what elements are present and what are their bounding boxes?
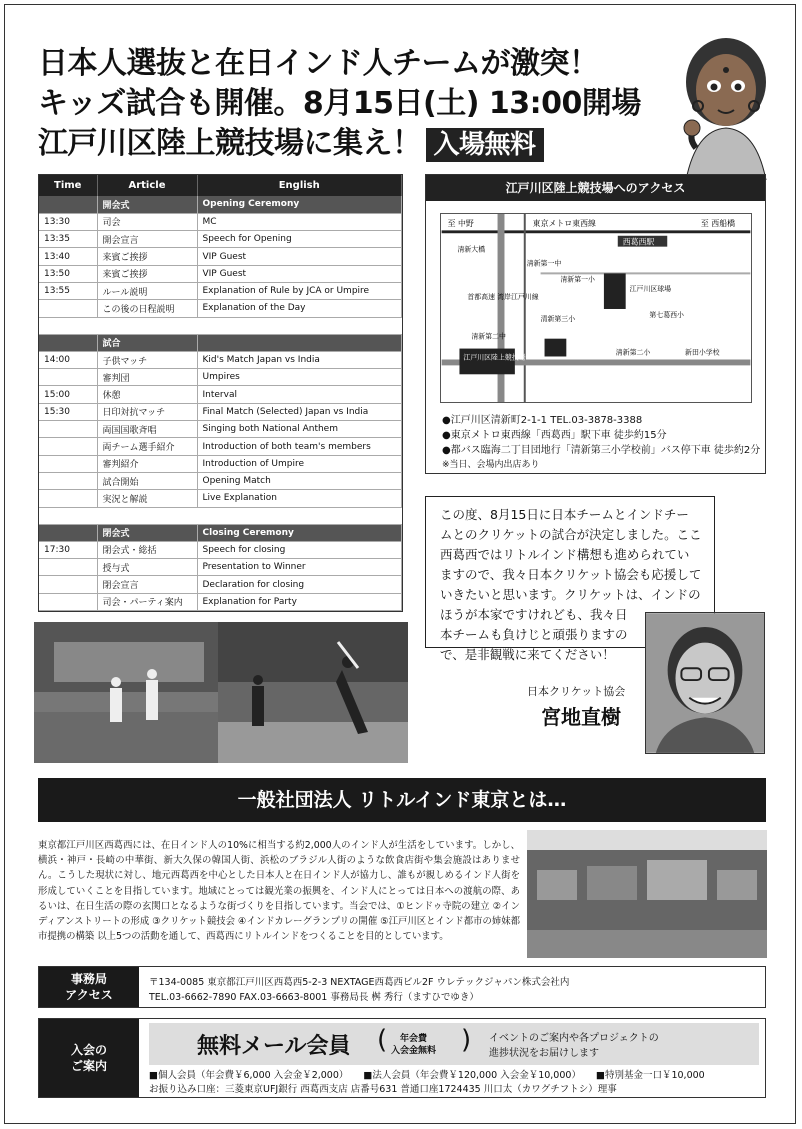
message-line: いきたいと思います。クリケットは、インドの	[440, 587, 701, 602]
schedule-cell-english: MC	[197, 213, 402, 230]
schedule-cell-article	[97, 507, 197, 524]
schedule-row	[39, 300, 402, 317]
fee-corporate: ■法人会員（年会費￥120,000 入会金￥10,000）	[363, 1070, 581, 1081]
signature-org: 日本クリケット協会	[527, 685, 626, 698]
schedule-cell-article: 実況と解説	[97, 490, 197, 507]
schedule-cell-article: 授与式	[97, 559, 197, 576]
map-shinkiyosuna2: 清新第二中	[471, 332, 506, 341]
schedule-table	[38, 174, 403, 612]
message-line: 本チームも負けじと頑張りますの	[440, 627, 628, 642]
schedule-cell-article: 閉会式	[97, 524, 197, 541]
headline-line3	[38, 118, 544, 162]
map-dai7: 第七葛西小	[649, 310, 684, 319]
schedule-cell-time	[39, 438, 97, 455]
membership-box	[38, 1018, 766, 1098]
schedule-row	[39, 282, 402, 299]
free-mail-desc	[489, 1031, 659, 1061]
map-nakano: 至 中野	[447, 218, 474, 228]
message-line: ほうが本家ですけれども、我々日	[440, 607, 628, 622]
schedule-cell-time	[39, 317, 97, 334]
schedule-cell-article: 開会宣言	[97, 231, 197, 248]
schedule-cell-english: Speech for closing	[197, 541, 402, 558]
schedule-cell-time	[39, 524, 97, 541]
free-mail-box	[149, 1023, 759, 1065]
schedule-cell-article: 両チーム選手紹介	[97, 438, 197, 455]
schedule-cell-article: 開会式	[97, 196, 197, 213]
schedule-row	[39, 559, 402, 576]
schedule-cell-article: 試合開始	[97, 472, 197, 489]
map-shinden: 新田小学校	[685, 348, 720, 357]
schedule-cell-english	[197, 317, 402, 334]
schedule-cell-article: 審判団	[97, 369, 197, 386]
schedule-cell-time	[39, 369, 97, 386]
map-ballpark: 江戸川区球場	[629, 285, 672, 294]
office-contact: TEL.03-6662-7890 FAX.03-6663-8001 事務局長 桝 秀行（ますひでゆき）	[149, 992, 479, 1003]
schedule-cell-english: Live Explanation	[197, 490, 402, 507]
schedule-cell-english: Interval	[197, 386, 402, 403]
schedule-cell-time: 15:30	[39, 403, 97, 420]
cricket-photo-2	[218, 622, 408, 763]
fee-personal: ■個人会員（年会費￥6,000 入会金￥2,000）	[149, 1070, 349, 1081]
access-box	[425, 174, 766, 474]
headline-line1: 日本人選抜と在日インド人チームが激突！	[38, 46, 599, 81]
schedule-cell-time: 13:35	[39, 231, 97, 248]
header-time: Time	[39, 175, 97, 196]
schedule-cell-english	[197, 334, 402, 351]
schedule-cell-article: 審判紹介	[97, 455, 197, 472]
free-mail-fee	[391, 1033, 436, 1057]
schedule-cell-time: 13:40	[39, 248, 97, 265]
schedule-row	[39, 490, 402, 507]
office-address: 〒134-0085 東京都江戸川区西葛西5-2-3 NEXTAGE西葛西ビル2F ウレテックジャパン株式会社内	[149, 977, 570, 988]
header-article: Article	[97, 175, 197, 196]
portrait-photo	[645, 612, 765, 754]
office-info	[149, 975, 569, 1005]
schedule-cell-article: 来賓ご挨拶	[97, 248, 197, 265]
schedule-cell-time	[39, 421, 97, 438]
schedule-row	[39, 213, 402, 230]
bank-account: お振り込み口座：三菱東京UFJ銀行 西葛西支店 店番号631 普通口座1724435 川口太（カワグチフトシ）理事	[149, 1084, 617, 1095]
schedule-cell-english: Singing both National Anthem	[197, 421, 402, 438]
schedule-cell-article: 閉会式・総括	[97, 541, 197, 558]
join-label-2: ご案内	[70, 1059, 107, 1073]
schedule-cell-article: 日印対抗マッチ	[97, 403, 197, 420]
schedule-cell-english: Speech for Opening	[197, 231, 402, 248]
access-bus: ●都バス臨海二丁目団地行「清新第三小学校前」バス停下車 徒歩約2分	[442, 445, 761, 456]
map-stadium: 江戸川区陸上競技場	[463, 353, 526, 362]
schedule-cell-article	[97, 317, 197, 334]
schedule-row	[39, 438, 402, 455]
schedule-row	[39, 369, 402, 386]
headline-line3-text: 江戸川区陸上競技場に集え！	[38, 126, 422, 161]
message-line: ムとのクリケットの試合が決定しました。ここ	[440, 527, 702, 542]
schedule-cell-article: この後の日程説明	[97, 300, 197, 317]
map-nishifunabashi: 至 西船橋	[700, 218, 736, 228]
schedule-row	[39, 421, 402, 438]
schedule-cell-article: 両国国歌斉唱	[97, 421, 197, 438]
map-shinkiyosuna1: 清新第一中	[526, 259, 562, 268]
map-shinkiyosuna2s: 清新第二小	[615, 348, 651, 357]
schedule-section-row	[39, 334, 402, 351]
schedule-cell-article: 休憩	[97, 386, 197, 403]
map-expressway: 首都高速 湾岸江戸川線	[467, 293, 539, 302]
desc-line-1: イベントのご案内や各プロジェクトの	[489, 1033, 659, 1044]
schedule-row	[39, 351, 402, 368]
schedule-row	[39, 403, 402, 420]
map-shinkiyosuna1s: 清新第一小	[560, 275, 595, 284]
schedule-cell-time	[39, 593, 97, 610]
about-banner: 一般社団法人 リトルインド東京とは…	[38, 778, 766, 822]
schedule-cell-time: 15:00	[39, 386, 97, 403]
schedule-row	[39, 593, 402, 610]
schedule-row	[39, 386, 402, 403]
message-line: ますので、我々日本クリケット協会も応援して	[440, 567, 702, 582]
schedule-cell-english: Opening Ceremony	[197, 196, 402, 213]
paren-open: (	[377, 1025, 388, 1055]
schedule-cell-time	[39, 559, 97, 576]
schedule-row	[39, 265, 402, 282]
schedule-cell-time	[39, 196, 97, 213]
access-note: ※当日、会場内出店あり	[442, 460, 540, 470]
fee-special: ■特別基金一口￥10,000	[595, 1070, 705, 1081]
schedule-gap-row	[39, 317, 402, 334]
office-label-2: アクセス	[65, 988, 113, 1002]
schedule-cell-article: ルール説明	[97, 282, 197, 299]
fee-line-1: 年会費	[400, 1034, 428, 1044]
map-station: 西葛西駅	[622, 237, 655, 247]
access-train: ●東京メトロ東西線「西葛西」駅下車 徒歩約15分	[442, 430, 667, 441]
paren-close: )	[461, 1025, 472, 1055]
schedule-cell-time	[39, 334, 97, 351]
schedule-cell-time	[39, 455, 97, 472]
message-line: この度、8月15日に日本チームとインドチー	[440, 507, 689, 522]
schedule-cell-article: 来賓ご挨拶	[97, 265, 197, 282]
schedule-cell-english: Closing Ceremony	[197, 524, 402, 541]
schedule-row	[39, 248, 402, 265]
schedule-gap-row	[39, 507, 402, 524]
schedule-section-row	[39, 524, 402, 541]
schedule-cell-time: 13:30	[39, 213, 97, 230]
free-mail-title: 無料メール会員	[197, 1034, 351, 1059]
schedule-cell-time: 13:50	[39, 265, 97, 282]
map-kiyosunaohashi: 清新大橋	[457, 245, 486, 254]
schedule-row	[39, 472, 402, 489]
access-info	[442, 413, 760, 473]
schedule-cell-article: 子供マッチ	[97, 351, 197, 368]
cricket-photo-1	[34, 622, 224, 763]
headline-line2: キッズ試合も開催。8月15日(土) 13:00開場	[38, 86, 641, 121]
desc-line-2: 進捗状況をお届けします	[489, 1048, 599, 1059]
map-shinkiyosuna3: 清新第三小	[540, 314, 576, 323]
about-text: 東京都江戸川区西葛西には、在日インド人の10%に相当する約2,000人のインド人が生活をしています。しかし、横浜・神戸・長崎の中華街、新大久保の韓国人街、浜松のブラジル人街のような飲食店街や集会施設はありません。こうした現状に対し、地元西葛西を中心とした日本人と在日インド人が協力し、誰もが親しめるインド人街を形成していくことを目指しています。地域にとっては観光業の振興を、インド人にとっては日本への渡航の際、あるいは、在日生活の際の玄関口となるような街づくりを目指しています。当会では、①ヒンドゥ寺院の建立 ②インディアンストリートの形成 ③クリケット競技会 ④インドカレーグランプリの開催 ⑤江戸川区とインド都市の姉妹都市提携の構築 以上5つの活動を通して、西葛西にリトルインドをつくることを目的としています。	[38, 840, 520, 943]
access-title: 江戸川区陸上競技場へのアクセス	[426, 175, 765, 201]
schedule-cell-english: Explanation of the Day	[197, 300, 402, 317]
mascot-illustration	[666, 30, 784, 180]
schedule-cell-english: Opening Match	[197, 472, 402, 489]
map-line: 東京メトロ東西線	[532, 218, 596, 228]
street-photo	[527, 830, 767, 958]
schedule-cell-time	[39, 300, 97, 317]
schedule-cell-time: 13:55	[39, 282, 97, 299]
schedule-cell-article: 閉会宣言	[97, 576, 197, 593]
schedule-row	[39, 455, 402, 472]
schedule-cell-time: 14:00	[39, 351, 97, 368]
schedule-cell-english: Kid's Match Japan vs India	[197, 351, 402, 368]
office-box	[38, 966, 766, 1008]
schedule-cell-time	[39, 507, 97, 524]
schedule-section-row	[39, 196, 402, 213]
office-label-1: 事務局	[70, 972, 107, 986]
fee-list	[149, 1069, 717, 1097]
schedule-cell-english: Explanation for Party	[197, 593, 402, 610]
schedule-cell-article: 司会	[97, 213, 197, 230]
schedule-cell-time	[39, 576, 97, 593]
schedule-cell-time	[39, 490, 97, 507]
message-line: で、是非観戦に来てください！	[440, 647, 615, 662]
fee-line-2: 入会金無料	[391, 1046, 437, 1056]
schedule-row	[39, 231, 402, 248]
schedule-cell-english: VIP Guest	[197, 265, 402, 282]
join-label	[39, 1019, 139, 1097]
schedule-cell-english: Introduction of both team's members	[197, 438, 402, 455]
schedule-cell-english	[197, 507, 402, 524]
join-label-1: 入会の	[70, 1043, 107, 1057]
schedule-cell-english: Introduction of Umpire	[197, 455, 402, 472]
signature-name: 宮地直樹	[541, 705, 621, 729]
header-english: English	[197, 175, 402, 196]
schedule-cell-time	[39, 472, 97, 489]
office-label	[39, 967, 139, 1007]
schedule-cell-english: VIP Guest	[197, 248, 402, 265]
schedule-cell-english: Explanation of Rule by JCA or Umpire	[197, 282, 402, 299]
schedule-cell-english: Final Match (Selected) Japan vs India	[197, 403, 402, 420]
schedule-row	[39, 576, 402, 593]
schedule-cell-article: 試合	[97, 334, 197, 351]
schedule-cell-english: Declaration for closing	[197, 576, 402, 593]
access-map	[440, 213, 752, 403]
schedule-cell-english: Umpires	[197, 369, 402, 386]
free-admission-badge: 入場無料	[426, 128, 544, 162]
schedule-cell-article: 司会・パーティ案内	[97, 593, 197, 610]
schedule-cell-time: 17:30	[39, 541, 97, 558]
schedule-row	[39, 541, 402, 558]
access-address: ●江戸川区清新町2-1-1 TEL.03-3878-3388	[442, 415, 643, 426]
schedule-cell-english: Presentation to Winner	[197, 559, 402, 576]
message-line: 西葛西ではリトルインド構想も進められてい	[440, 547, 690, 562]
